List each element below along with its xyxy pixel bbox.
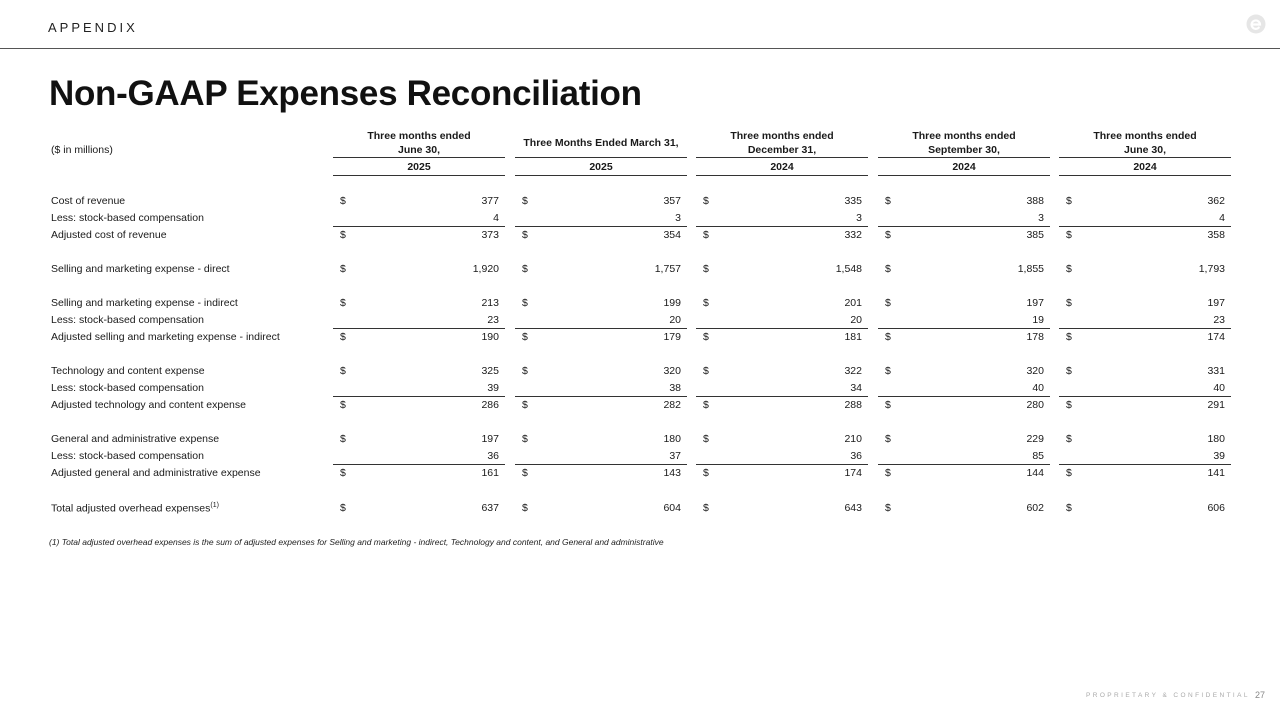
currency-symbol: $	[522, 331, 528, 343]
row-label-text: Technology and content expense	[51, 365, 205, 377]
currency-symbol: $	[1066, 365, 1072, 377]
cell-value: 20	[669, 314, 681, 326]
currency-symbol: $	[703, 433, 709, 445]
currency-symbol: $	[703, 195, 709, 207]
currency-symbol: $	[522, 502, 528, 514]
column-header-line: June 30,	[1123, 144, 1167, 156]
row-label-text: Less: stock-based compensation	[51, 382, 204, 394]
header-rule	[333, 157, 505, 158]
currency-symbol: $	[885, 399, 891, 411]
cell-value: 320	[1026, 365, 1044, 377]
subtotal-rule	[1059, 464, 1231, 465]
currency-symbol: $	[703, 365, 709, 377]
currency-symbol: $	[1066, 297, 1072, 309]
cell-value: 280	[1026, 399, 1044, 411]
year-rule	[333, 175, 505, 176]
table-row	[0, 399, 1280, 416]
row-label-text: Adjusted cost of revenue	[51, 229, 167, 241]
currency-symbol: $	[885, 331, 891, 343]
cell-value: 40	[1213, 382, 1225, 394]
cell-value: 377	[481, 195, 499, 207]
row-label	[51, 297, 238, 309]
footnote-ref: (1)	[210, 502, 219, 509]
cell-value: 602	[1026, 502, 1044, 514]
cell-value: 1,855	[1017, 263, 1044, 275]
cell-value: 3	[1038, 212, 1044, 224]
column-header	[333, 129, 505, 157]
currency-symbol: $	[522, 365, 528, 377]
currency-symbol: $	[340, 467, 346, 479]
currency-symbol: $	[885, 297, 891, 309]
cell-value: 213	[481, 297, 499, 309]
year-rule	[515, 175, 687, 176]
column-header-line: Three Months Ended March 31,	[523, 137, 679, 149]
currency-symbol: $	[522, 433, 528, 445]
currency-symbol: $	[703, 502, 709, 514]
footnote: (1) Total adjusted overhead expenses is the sum of adjusted expenses for Selling and marketing - indirect, Technology and content, and General and administrative	[49, 537, 664, 547]
currency-symbol: $	[1066, 195, 1072, 207]
table-row	[0, 331, 1280, 348]
year-rule	[696, 175, 868, 176]
column-header-line: Three months ended	[912, 130, 1016, 142]
table-row	[0, 433, 1280, 450]
row-label-text: Adjusted general and administrative expense	[51, 467, 261, 479]
page-title: Non-GAAP Expenses Reconciliation	[49, 74, 642, 113]
currency-symbol: $	[340, 263, 346, 275]
cell-value: 40	[1032, 382, 1044, 394]
subtotal-rule	[1059, 328, 1231, 329]
cell-value: 320	[663, 365, 681, 377]
cell-value: 19	[1032, 314, 1044, 326]
cell-value: 1,920	[472, 263, 499, 275]
cell-value: 335	[844, 195, 862, 207]
column-year: 2024	[1133, 161, 1157, 173]
currency-symbol: $	[522, 229, 528, 241]
cell-value: 39	[487, 382, 499, 394]
subtotal-rule	[696, 464, 868, 465]
header-rule	[878, 157, 1050, 158]
column-header	[1059, 129, 1231, 157]
cell-value: 36	[487, 450, 499, 462]
row-label-text: Selling and marketing expense - direct	[51, 263, 230, 275]
currency-symbol: $	[340, 229, 346, 241]
subtotal-rule	[515, 396, 687, 397]
cell-value: 23	[487, 314, 499, 326]
row-label-text: Less: stock-based compensation	[51, 212, 204, 224]
currency-symbol: $	[340, 365, 346, 377]
cell-value: 358	[1207, 229, 1225, 241]
column-year: 2025	[589, 161, 613, 173]
cell-value: 85	[1032, 450, 1044, 462]
subtotal-rule	[696, 396, 868, 397]
section-label: APPENDIX	[48, 20, 138, 35]
table-row	[0, 195, 1280, 212]
cell-value: 39	[1213, 450, 1225, 462]
column-header	[878, 129, 1050, 157]
currency-symbol: $	[885, 365, 891, 377]
brand-logo-icon	[1246, 14, 1266, 34]
cell-value: 1,757	[654, 263, 681, 275]
cell-value: 210	[844, 433, 862, 445]
row-label	[51, 382, 204, 394]
cell-value: 1,548	[835, 263, 862, 275]
table-row	[0, 365, 1280, 382]
currency-symbol: $	[703, 399, 709, 411]
column-header-line: June 30,	[397, 144, 441, 156]
row-label	[51, 229, 167, 241]
subtotal-rule	[333, 464, 505, 465]
cell-value: 637	[481, 502, 499, 514]
subtotal-rule	[333, 328, 505, 329]
cell-value: 332	[844, 229, 862, 241]
cell-value: 373	[481, 229, 499, 241]
row-label	[51, 502, 219, 515]
currency-symbol: $	[1066, 399, 1072, 411]
row-label-text: Less: stock-based compensation	[51, 450, 204, 462]
currency-symbol: $	[522, 297, 528, 309]
year-rule	[1059, 175, 1231, 176]
subtotal-rule	[515, 464, 687, 465]
subtotal-rule	[878, 226, 1050, 227]
subtotal-rule	[333, 396, 505, 397]
currency-symbol: $	[885, 502, 891, 514]
cell-value: 20	[850, 314, 862, 326]
currency-symbol: $	[703, 467, 709, 479]
cell-value: 143	[663, 467, 681, 479]
currency-symbol: $	[1066, 229, 1072, 241]
cell-value: 174	[1207, 331, 1225, 343]
currency-symbol: $	[340, 297, 346, 309]
currency-symbol: $	[340, 433, 346, 445]
cell-value: 3	[856, 212, 862, 224]
cell-value: 291	[1207, 399, 1225, 411]
row-label-text: Cost of revenue	[51, 195, 126, 207]
cell-value: 197	[481, 433, 499, 445]
top-bar	[0, 0, 1280, 49]
row-label	[51, 212, 204, 224]
currency-symbol: $	[1066, 467, 1072, 479]
subtotal-rule	[515, 328, 687, 329]
cell-value: 606	[1207, 502, 1225, 514]
column-year: 2024	[952, 161, 976, 173]
currency-symbol: $	[522, 399, 528, 411]
cell-value: 34	[850, 382, 862, 394]
currency-symbol: $	[522, 467, 528, 479]
subtotal-rule	[696, 328, 868, 329]
header-rule	[1059, 157, 1231, 158]
cell-value: 357	[663, 195, 681, 207]
cell-value: 37	[669, 450, 681, 462]
currency-symbol: $	[1066, 263, 1072, 275]
column-year: 2024	[770, 161, 794, 173]
cell-value: 180	[663, 433, 681, 445]
currency-symbol: $	[522, 195, 528, 207]
header-rule	[696, 157, 868, 158]
currency-symbol: $	[885, 195, 891, 207]
subtotal-rule	[1059, 226, 1231, 227]
units-label: ($ in millions)	[51, 144, 113, 156]
cell-value: 362	[1207, 195, 1225, 207]
currency-symbol: $	[703, 331, 709, 343]
subtotal-rule	[878, 396, 1050, 397]
column-header	[696, 129, 868, 157]
cell-value: 36	[850, 450, 862, 462]
cell-value: 4	[493, 212, 499, 224]
cell-value: 197	[1207, 297, 1225, 309]
cell-value: 354	[663, 229, 681, 241]
page-number: 27	[1255, 690, 1266, 700]
subtotal-rule	[696, 226, 868, 227]
currency-symbol: $	[885, 229, 891, 241]
cell-value: 325	[481, 365, 499, 377]
cell-value: 181	[844, 331, 862, 343]
cell-value: 388	[1026, 195, 1044, 207]
cell-value: 3	[675, 212, 681, 224]
cell-value: 201	[844, 297, 862, 309]
column-header	[515, 136, 687, 150]
row-label-text: Selling and marketing expense - indirect	[51, 297, 238, 309]
row-label-text: Adjusted technology and content expense	[51, 399, 246, 411]
cell-value: 286	[481, 399, 499, 411]
cell-value: 178	[1026, 331, 1044, 343]
cell-value: 282	[663, 399, 681, 411]
confidential-label: PROPRIETARY & CONFIDENTIAL	[1086, 692, 1250, 699]
column-year: 2025	[407, 161, 431, 173]
column-header-line: Three months ended	[730, 130, 834, 142]
header-rule	[515, 157, 687, 158]
row-label	[51, 331, 280, 343]
cell-value: 174	[844, 467, 862, 479]
cell-value: 161	[481, 467, 499, 479]
currency-symbol: $	[703, 229, 709, 241]
currency-symbol: $	[1066, 433, 1072, 445]
currency-symbol: $	[1066, 502, 1072, 514]
subtotal-rule	[878, 328, 1050, 329]
row-label	[51, 195, 125, 207]
currency-symbol: $	[340, 195, 346, 207]
currency-symbol: $	[340, 331, 346, 343]
row-label	[51, 314, 204, 326]
row-label	[51, 263, 230, 275]
table-row	[0, 467, 1280, 484]
row-label	[51, 450, 204, 462]
currency-symbol: $	[522, 263, 528, 275]
currency-symbol: $	[703, 263, 709, 275]
row-label	[51, 365, 205, 377]
cell-value: 199	[663, 297, 681, 309]
cell-value: 38	[669, 382, 681, 394]
column-header-line: Three months ended	[1093, 130, 1197, 142]
cell-value: 331	[1207, 365, 1225, 377]
currency-symbol: $	[885, 433, 891, 445]
cell-value: 144	[1026, 467, 1044, 479]
table-row	[0, 297, 1280, 314]
row-label	[51, 399, 246, 411]
cell-value: 141	[1207, 467, 1225, 479]
row-label	[51, 433, 219, 445]
cell-value: 197	[1026, 297, 1044, 309]
currency-symbol: $	[885, 263, 891, 275]
cell-value: 288	[844, 399, 862, 411]
currency-symbol: $	[1066, 331, 1072, 343]
row-label-text: Less: stock-based compensation	[51, 314, 204, 326]
table-row	[0, 263, 1280, 280]
table-row	[0, 229, 1280, 246]
cell-value: 23	[1213, 314, 1225, 326]
cell-value: 179	[663, 331, 681, 343]
cell-value: 229	[1026, 433, 1044, 445]
currency-symbol: $	[885, 467, 891, 479]
currency-symbol: $	[340, 399, 346, 411]
column-header-line: Three months ended	[367, 130, 471, 142]
currency-symbol: $	[703, 297, 709, 309]
currency-symbol: $	[340, 502, 346, 514]
table-row	[0, 502, 1280, 519]
row-label-text: Adjusted selling and marketing expense - indirect	[51, 331, 280, 343]
subtotal-rule	[878, 464, 1050, 465]
year-rule	[878, 175, 1050, 176]
cell-value: 385	[1026, 229, 1044, 241]
cell-value: 604	[663, 502, 681, 514]
cell-value: 180	[1207, 433, 1225, 445]
row-label	[51, 467, 261, 479]
cell-value: 1,793	[1198, 263, 1225, 275]
cell-value: 322	[844, 365, 862, 377]
subtotal-rule	[1059, 396, 1231, 397]
column-header-line: December 31,	[747, 144, 817, 156]
subtotal-rule	[515, 226, 687, 227]
cell-value: 4	[1219, 212, 1225, 224]
row-label-text: Total adjusted overhead expenses	[51, 502, 211, 515]
subtotal-rule	[333, 226, 505, 227]
column-header-line: September 30,	[928, 144, 1000, 156]
cell-value: 643	[844, 502, 862, 514]
cell-value: 190	[481, 331, 499, 343]
row-label-text: General and administrative expense	[51, 433, 220, 445]
